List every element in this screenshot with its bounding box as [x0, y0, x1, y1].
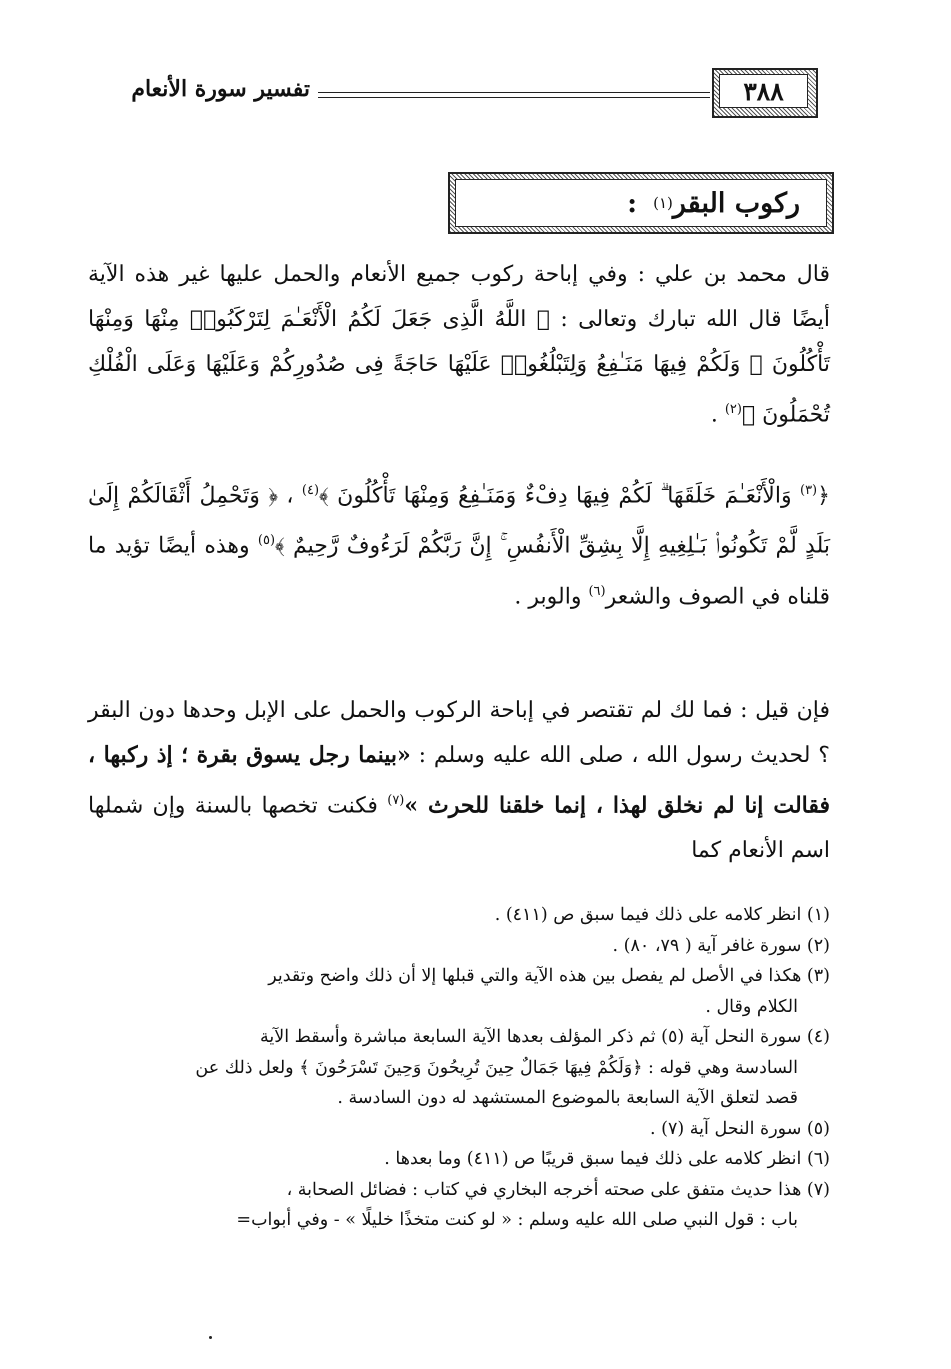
verse-separator: ، — [286, 483, 294, 509]
footnote-ref-4: (٤) — [301, 483, 320, 498]
section-title: ركوب البقر — [672, 187, 800, 219]
header-rule — [318, 92, 710, 98]
quran-verse-ghafir: ﴿ اللَّهُ الَّذِى جَعَلَ لَكُمُ الْأَنْعَـٰمَ لِتَرْكَبُوا۟ مِنْهَا وَمِنْهَا تَأْكُلُونَ ۞ وَلَكُمْ فِيهَا مَنَـٰفِعُ وَلِتَبْلُغُوا۟ عَلَيْهَا حَاجَةً فِى صُدُورِكُمْ وَعَلَيْهَا وَعَلَى الْفُلْكِ تُحْمَلُونَ ﴾ — [88, 307, 830, 428]
footnote-6: (٦) انظر كلامه على ذلك فيما سبق قريبًا ص (٤١١) وما بعدها . — [384, 1149, 830, 1169]
footnote-4: (٤) سورة النحل آية (٥) ثم ذكر المؤلف بعدها الآية السابعة مباشرة وأسقط الآية — [259, 1027, 830, 1047]
footnote-3-cont: الكلام وقال . — [705, 996, 798, 1017]
footnote-7: (٧) هذا حديث متفق على صحته أخرجه البخاري في كتاب : فضائل الصحابة ، — [286, 1179, 830, 1200]
quran-verse-nahl-5: وَالْأَنْعَـٰمَ خَلَقَهَا ۗ لَكُمْ فِيهَا دِفْءٌ وَمَنَـٰفِعُ وَمِنْهَا تَأْكُلُونَ ﴾ — [319, 483, 792, 509]
footnote-5: (٥) سورة النحل آية (٧) . — [650, 1118, 830, 1139]
footnote-ref-1: (١) — [653, 194, 673, 212]
quran-verse-nahl-7: ﴿ وَتَحْمِلُ أَثْقَالَكُمْ إِلَىٰ بَلَدٍ لَّمْ تَكُونُوا۟ بَـٰلِغِيهِ إِلَّا بِشِقِّ الْأَنفُسِ ۚ إِنَّ رَبَّكُمْ لَرَءُوفٌ رَّحِيمٌ ﴾ — [88, 483, 830, 559]
stray-dot — [209, 1336, 212, 1339]
footnote-7-cont: باب : قول النبي صلى الله عليه وسلم : « لو كنت متخذًا خليلًا » - وفي أبواب= — [236, 1210, 798, 1230]
footnote-2: (٢) سورة غافر آية ( ٧٩، ٨٠) . — [612, 935, 830, 956]
footnote-ref-5: (٥) — [257, 533, 276, 549]
paragraph-3 — [88, 688, 830, 873]
footnote-ref-3: (٣) — [799, 483, 818, 498]
footnote-ref-6: (٦) — [588, 583, 606, 599]
paragraph-2 — [88, 468, 830, 619]
page-number-box — [712, 68, 818, 118]
running-title: تفسير سورة الأنعام — [131, 76, 310, 102]
paragraph-1-lead: قال محمد بن علي : وفي إباحة ركوب جميع الأنعام والحمل عليها غير هذه الآية أيضًا قال الله تبارك وتعالى : — [88, 262, 830, 332]
section-heading-box — [448, 172, 834, 234]
paragraph-3-tail: فكنت تخصها بالسنة وإن شملها اسم الأنعام كما — [88, 793, 830, 864]
verse-open-bracket: ﴿ — [817, 483, 831, 509]
footnote-4-cont-2: قصد لتعلق الآية السابعة بالموضوع المستشهد له دون السادسة . — [337, 1088, 798, 1108]
paragraph-1-tail: . — [710, 402, 718, 428]
page-number: ٣٨٨ — [719, 74, 808, 108]
footnote-ref-2: (٢) — [724, 402, 742, 417]
paragraph-3-lead: فإن قيل : فما لك لم تقتصر في إباحة الركوب والحمل على الإبل وحدها دون البقر ؟ لحديث رسول الله ، صلى الله عليه وسلم : — [88, 698, 830, 768]
hadith-quote: «بينما رجل يسوق بقرة ؛ إذ ركبها ، فقالت إنا لم نخلق لهذا ، إنما خلقنا للحرث » — [88, 742, 831, 819]
paragraph-2-tail: والوبر . — [514, 583, 582, 609]
footnote-4-cont: السادسة وهي قوله : ﴿وَلَكُمْ فِيهَا جَمَالٌ حِينَ تُرِيحُونَ وَحِينَ تَسْرَحُونَ ﴾ ولعل ذلك عن — [195, 1057, 798, 1078]
footnote-1: (١) انظر كلامه على ذلك فيما سبق ص (٤١١) . — [494, 905, 830, 925]
footnote-ref-7: (٧) — [387, 793, 405, 808]
paragraph-2-mid: وهذه أيضًا تؤيد ما قلناه في الصوف والشعر — [88, 533, 830, 609]
section-colon: : — [627, 187, 638, 219]
footnote-3: (٣) هكذا في الأصل لم يفصل بين هذه الآية والتي قبلها إلا أن ذلك واضح وتقدير — [268, 966, 830, 986]
footnotes — [84, 900, 830, 1236]
section-heading — [455, 179, 827, 227]
paragraph-1 — [88, 252, 830, 437]
